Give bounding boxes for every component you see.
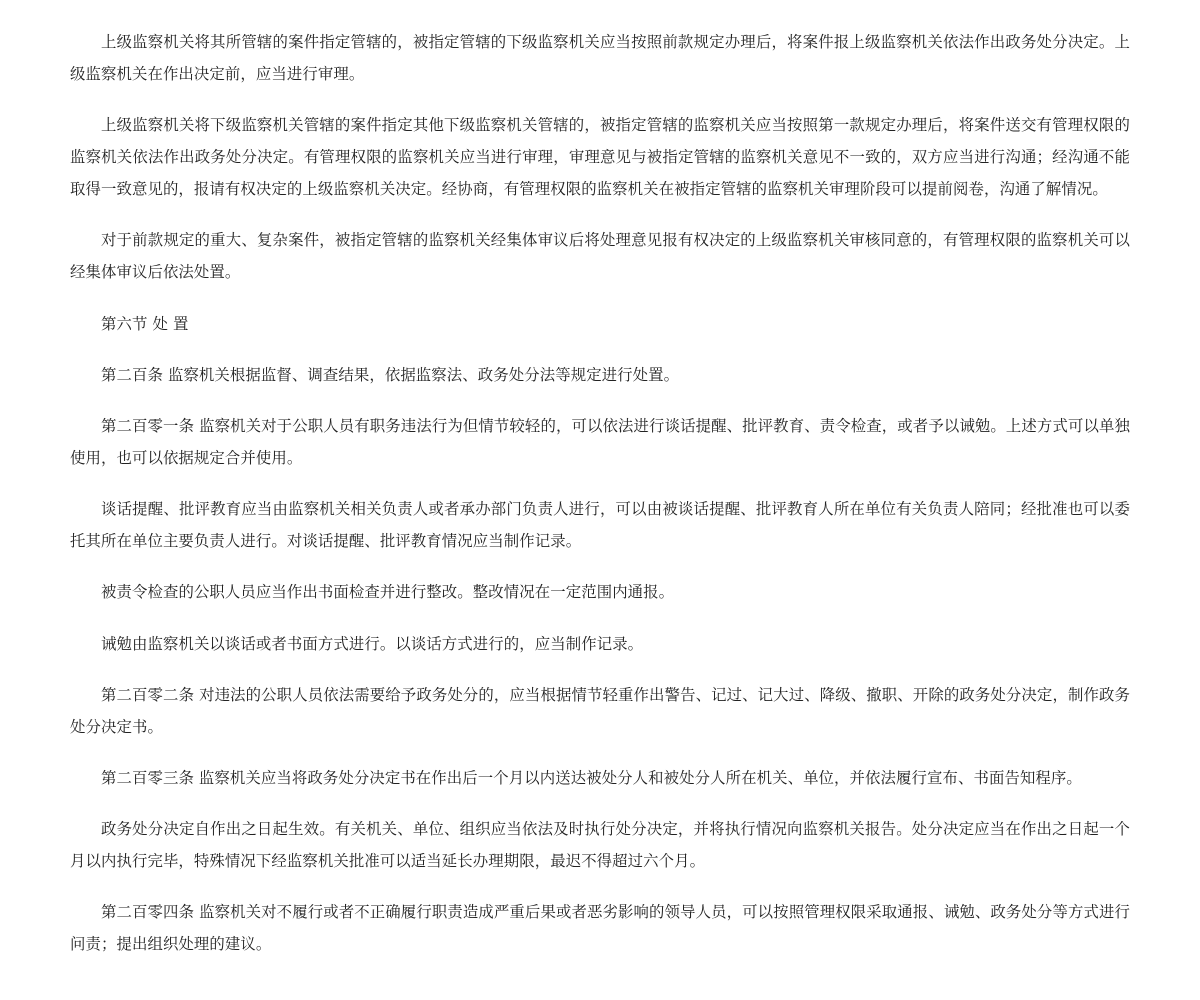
article-203: 第二百零三条 监察机关应当将政务处分决定书在作出后一个月以内送达被处分人和被处分人所在机关、单位，并依法履行宣布、书面告知程序。 [101,768,1082,787]
paragraph-designated-jurisdiction-transfer: 上级监察机关将下级监察机关管辖的案件指定其他下级监察机关管辖的，被指定管辖的监察机关应当按照第一款规定办理后，将案件送交有管理权限的监察机关依法作出政务处分决定。有管理权限的监察机关应当进行审理，审理意见与被指定管辖的监察机关意见不一致的，双方应当进行沟通；经沟通不能取得一致意见的，报请有权决定的上级监察机关决定。经协商，有管理权限的监察机关在被指定管辖的监察机关审理阶段可以提前阅卷，沟通了解情况。 [70,116,1130,199]
article-204: 第二百零四条 监察机关对不履行或者不正确履行职责造成严重后果或者恶劣影响的领导人员，可以按照管理权限采取通报、诫勉、政务处分等方式进行问责；提出组织处理的建议。 [70,903,1130,954]
paragraph-decision-effective: 政务处分决定自作出之日起生效。有关机关、单位、组织应当依法及时执行处分决定，并将执行情况向监察机关报告。处分决定应当在作出之日起一个月以内执行完毕，特殊情况下经监察机关批准可以适当延长办理期限，最迟不得超过六个月。 [70,820,1130,871]
paragraph-ordered-inspection: 被责令检查的公职人员应当作出书面检查并进行整改。整改情况在一定范围内通报。 [101,583,675,602]
paragraph-major-complex-cases: 对于前款规定的重大、复杂案件，被指定管辖的监察机关经集体审议后将处理意见报有权决定的上级监察机关审核同意的，有管理权限的监察机关可以经集体审议后依法处置。 [70,231,1130,282]
article-200: 第二百条 监察机关根据监督、调查结果，依据监察法、政务处分法等规定进行处置。 [101,365,680,384]
paragraph-admonition: 诫勉由监察机关以谈话或者书面方式进行。以谈话方式进行的，应当制作记录。 [101,634,644,653]
article-201: 第二百零一条 监察机关对于公职人员有职务违法行为但情节较轻的，可以依法进行谈话提醒、批评教育、责令检查，或者予以诫勉。上述方式可以单独使用，也可以依据规定合并使用。 [70,416,1130,467]
section-heading-disposal: 第六节 处 置 [101,314,189,333]
paragraph-designated-jurisdiction-report: 上级监察机关将其所管辖的案件指定管辖的，被指定管辖的下级监察机关应当按照前款规定办理后，将案件报上级监察机关依法作出政务处分决定。上级监察机关在作出决定前，应当进行审理。 [70,33,1130,83]
article-202: 第二百零二条 对违法的公职人员依法需要给予政务处分的，应当根据情节轻重作出警告、记过、记大过、降级、撤职、开除的政务处分决定，制作政务处分决定书。 [70,685,1130,736]
paragraph-talk-reminder: 谈话提醒、批评教育应当由监察机关相关负责人或者承办部门负责人进行，可以由被谈话提醒、批评教育人所在单位有关负责人陪同；经批准也可以委托其所在单位主要负责人进行。对谈话提醒、批评教育情况应当制作记录。 [70,500,1130,551]
